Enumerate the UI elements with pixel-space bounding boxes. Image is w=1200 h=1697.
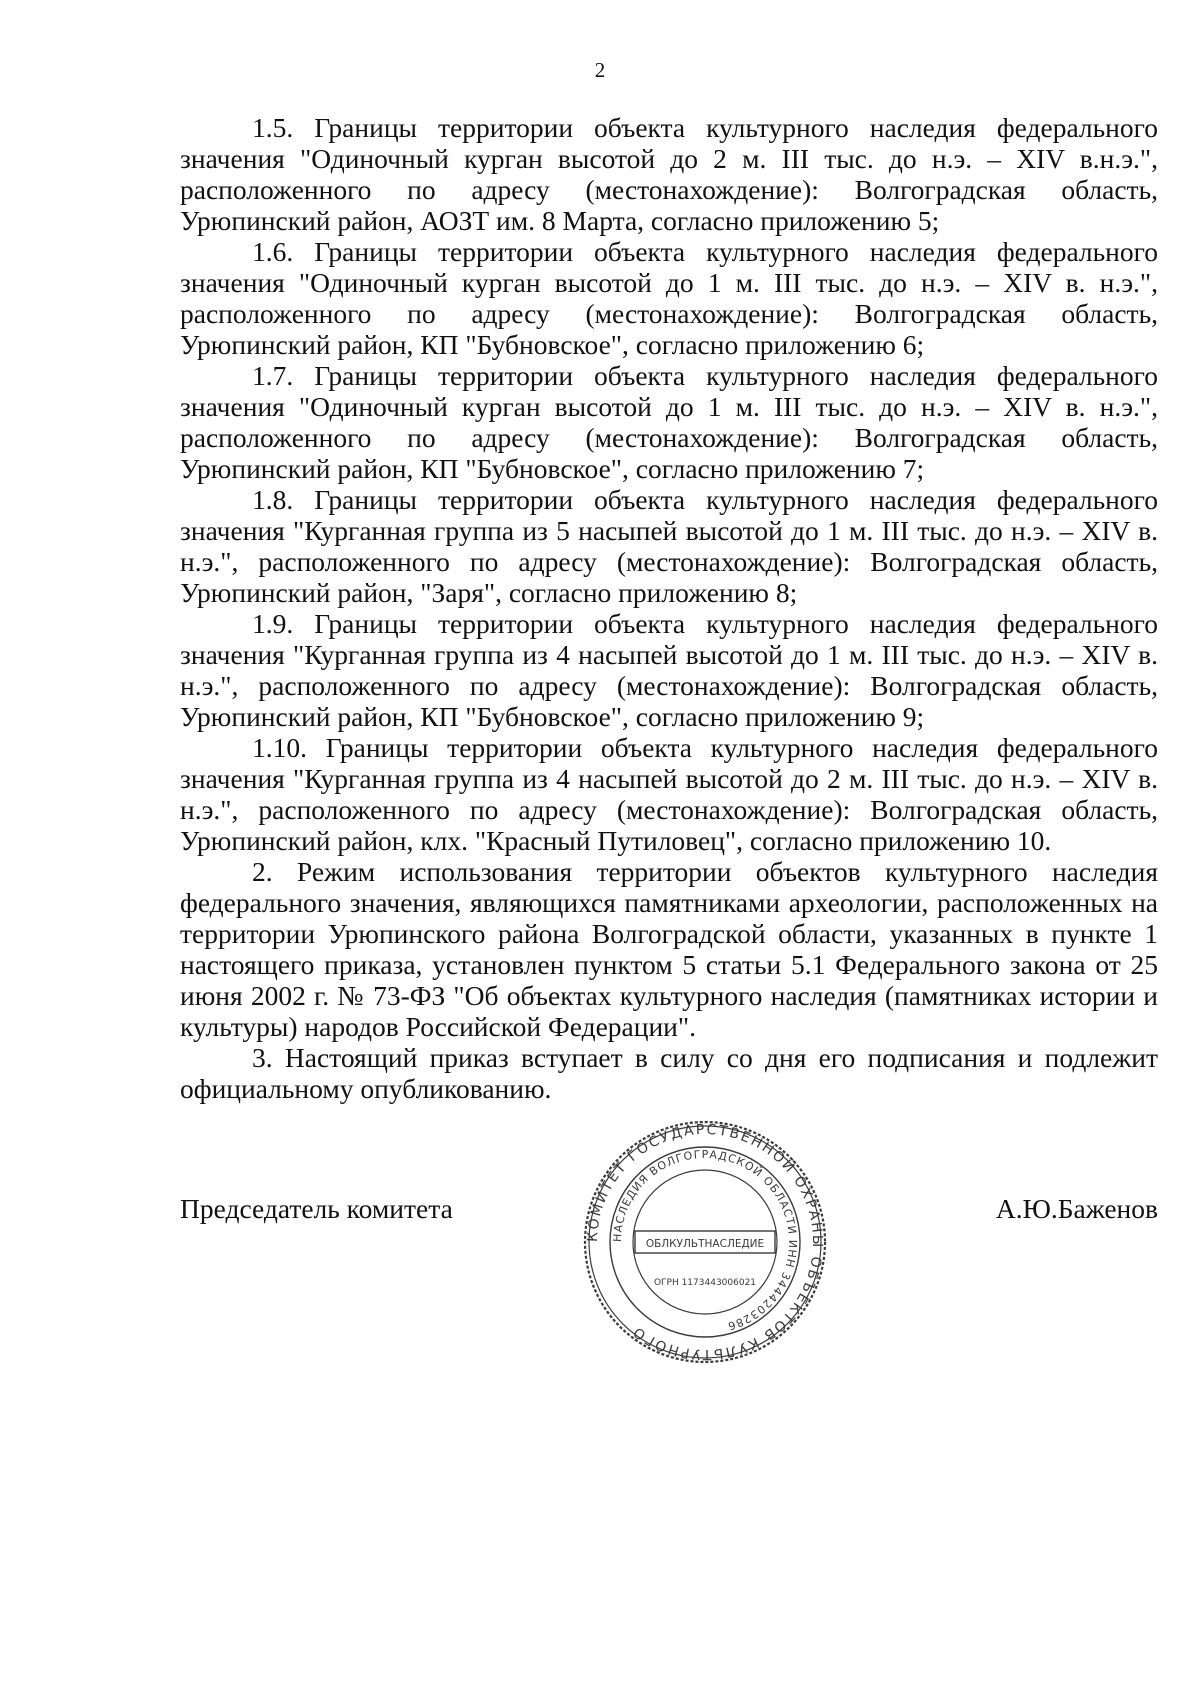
paragraph-1-8: 1.8. Границы территории объекта культурного наследия федерального значения "Курганная группа из 5 насыпей высотой до 1 м. III тыс. до н.э. – XIV в. н.э.", расположенного по адресу (местонахождение): Волгоградская область, Урюпинский район, "Заря", согласно приложению 8; <box>180 484 1158 608</box>
signer-name: А.Ю.Баженов <box>995 1193 1158 1224</box>
paragraph-1-6: 1.6. Границы территории объекта культурного наследия федерального значения "Одиночный курган высотой до 1 м. III тыс. до н.э. – XIV в. н.э.", расположенного по адресу (местонахождение): Волгоградская область, Урюпинский район, КП "Бубновское", согласно приложению 6; <box>180 236 1158 360</box>
paragraph-1-7: 1.7. Границы территории объекта культурного наследия федерального значения "Одиночный курган высотой до 1 м. III тыс. до н.э. – XIV в. н.э.", расположенного по адресу (местонахождение): Волгоградская область, Урюпинский район, КП "Бубновское", согласно приложению 7; <box>180 360 1158 484</box>
paragraph-1-10: 1.10. Границы территории объекта культурного наследия федерального значения "Курганная группа из 4 насыпей высотой до 2 м. III тыс. до н.э. – XIV в. н.э.", расположенного по адресу (местонахождение): Волгоградская область, Урюпинский район, клх. "Красный Путиловец", согласно приложению 10. <box>180 732 1158 856</box>
seal-inner-text: НАСЛЕДИЯ ВОЛГОГРАДСКОЙ ОБЛАСТИ ИНН 3444203286 <box>610 1147 800 1333</box>
paragraph-2: 2. Режим использования территории объектов культурного наследия федерального значения, являющихся памятниками археологии, расположенных на территории Урюпинского района Волгоградской области, указанных в пункте 1 настоящего приказа, установлен пунктом 5 статьи 5.1 Федерального закона от 25 июня 2002 г. № 73-ФЗ "Об объектах культурного наследия (памятниках истории и культуры) народов Российской Федерации". <box>180 856 1158 1042</box>
seal-number-text: ОГРН 1173443006021 <box>653 1278 757 1288</box>
paragraph-3: 3. Настоящий приказ вступает в силу со дня его подписания и подлежит официальному опубликованию. <box>180 1042 1158 1104</box>
page-number: 2 <box>594 58 606 82</box>
paragraph-1-9: 1.9. Границы территории объекта культурного наследия федерального значения "Курганная группа из 4 насыпей высотой до 1 м. III тыс. до н.э. – XIV в. н.э.", расположенного по адресу (местонахождение): Волгоградская область, Урюпинский район, КП "Бубновское", согласно приложению 9; <box>180 608 1158 732</box>
document-body <box>180 112 1158 1104</box>
seal-center-text: ОБЛКУЛЬТНАСЛЕДИЕ <box>645 1238 765 1250</box>
signer-title: Председатель комитета <box>180 1193 453 1224</box>
seal-outer-text: КОМИТЕТ ГОСУДАРСТВЕННОЙ ОХРАНЫ ОБЪЕКТОВ КУЛЬТУРНОГО <box>584 1121 826 1363</box>
seal-graphic <box>580 1120 830 1364</box>
paragraph-1-5: 1.5. Границы территории объекта культурного наследия федерального значения "Одиночный курган высотой до 2 м. III тыс. до н.э. – XIV в.н.э.", расположенного по адресу (местонахождение): Волгоградская область, Урюпинский район, АОЗТ им. 8 Марта, согласно приложению 5; <box>180 112 1158 236</box>
official-seal <box>580 1120 830 1364</box>
